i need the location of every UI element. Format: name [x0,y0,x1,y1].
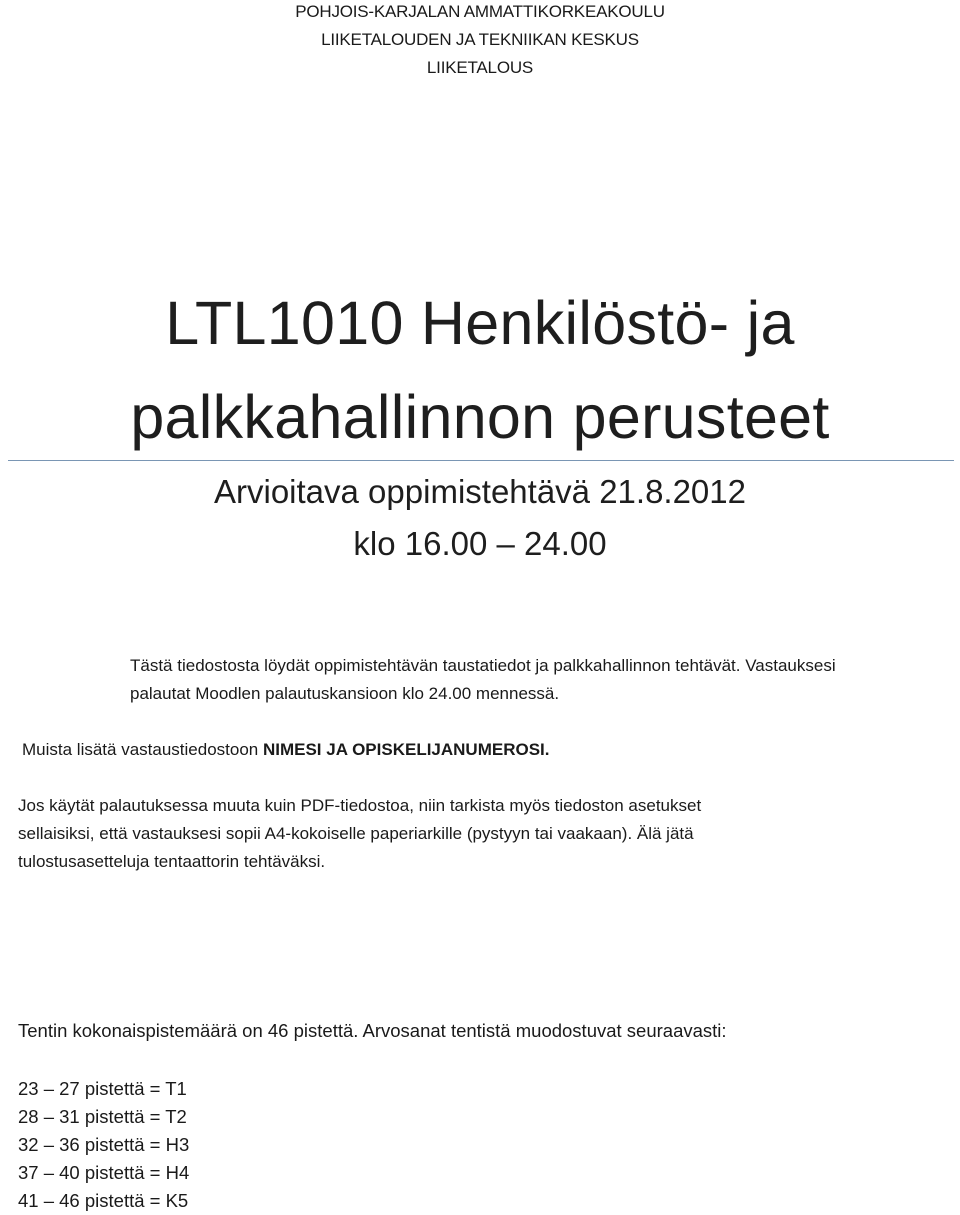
intro-line-1: Tästä tiedostosta löydät oppimistehtävän taustatiedot ja palkkahallinnon tehtävät. Vastauksesi [130,656,836,675]
instructions-line-2: sellaisiksi, että vastauksesi sopii A4-kokoiselle paperiarkille (pystyyn tai vaakaan). Älä jätä [18,824,694,843]
department-name: LIIKETALOUS [426,58,534,77]
institution-name: POHJOIS-KARJALAN AMMATTIKORKEAKOULU [295,2,665,21]
grade-scale-list [18,1075,189,1215]
course-title-line-2: palkkahallinnon perusteet [130,383,830,451]
intro-line-2: palautat Moodlen palautuskansioon klo 24.00 mennessä. [130,684,560,703]
total-points-text: Tentin kokonaispistemäärä on 46 pistettä. Arvosanat tentistä muodostuvat seuraavasti: [18,1020,727,1041]
title-divider [8,460,954,461]
course-title-line-1: LTL1010 Henkilöstö- ja [165,289,795,357]
grade-scale-item: 41 – 46 pistettä = K5 [18,1190,189,1211]
grade-scale-item: 23 – 27 pistettä = T1 [18,1078,187,1099]
grade-scale-item: 32 – 36 pistettä = H3 [18,1134,190,1155]
assignment-time: klo 16.00 – 24.00 [353,525,607,562]
reminder-paragraph [22,736,550,764]
grade-scale-item: 28 – 31 pistettä = T2 [18,1106,187,1127]
instructions-line-1: Jos käytät palautuksessa muuta kuin PDF-tiedostoa, niin tarkista myös tiedoston asetukset [18,796,702,815]
assignment-subtitle: Arvioitava oppimistehtävä 21.8.2012 [214,473,746,510]
reminder-emphasis: NIMESI JA OPISKELIJANUMEROSI. [262,740,550,759]
reminder-text: Muista lisätä vastaustiedostoon [22,740,263,759]
grade-scale-item: 37 – 40 pistettä = H4 [18,1162,190,1183]
center-name: LIIKETALOUDEN JA TEKNIIKAN KESKUS [321,30,639,49]
instructions-line-3: tulostusasetteluja tentaattorin tehtäväksi. [18,852,326,871]
